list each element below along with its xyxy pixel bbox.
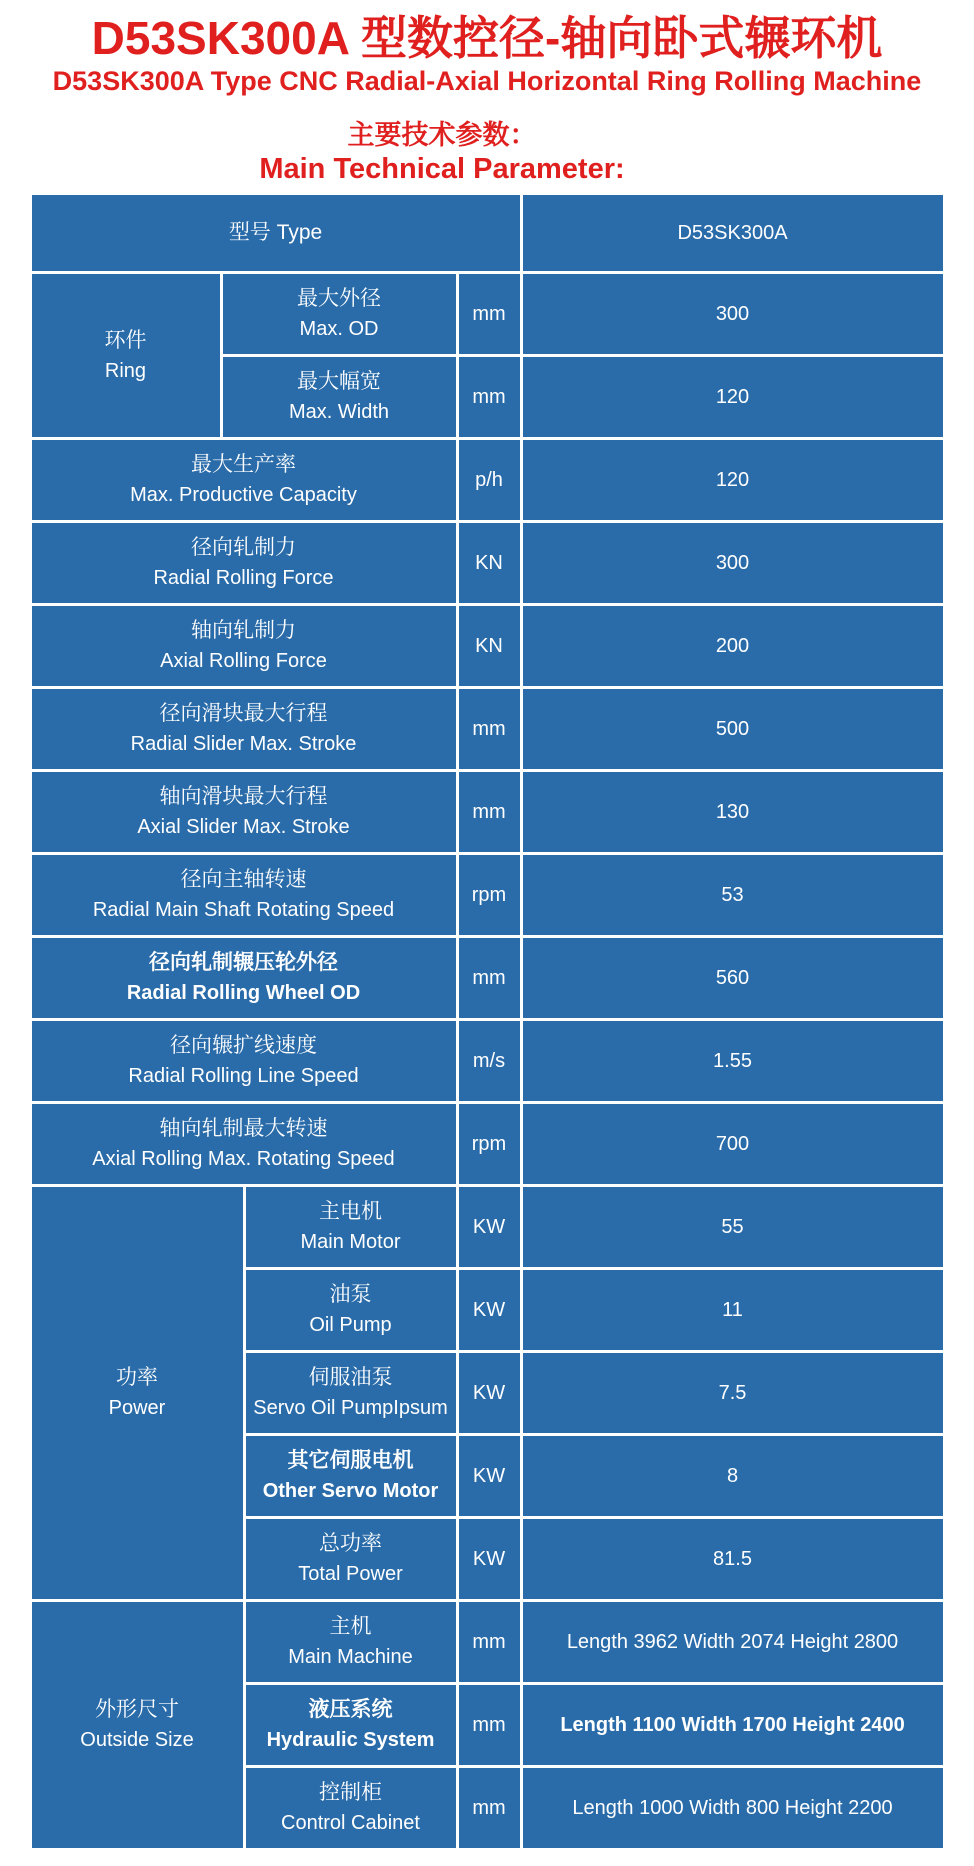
- param-name-cn: 轴向滑块最大行程: [159, 785, 328, 808]
- row-axial-rolling-force: [32, 606, 943, 686]
- param-value: 120: [715, 385, 750, 408]
- param-name-en: Max. Width: [288, 401, 390, 423]
- param-value: 200: [715, 634, 750, 657]
- group-name-cn: 功率: [116, 1366, 158, 1389]
- param-name-cell: [246, 1187, 456, 1267]
- unit-cell: [459, 1270, 520, 1350]
- section-ring: [32, 274, 943, 437]
- value-cell: [523, 357, 943, 437]
- param-unit: rpm: [471, 883, 507, 906]
- group-name-en: Power: [108, 1397, 166, 1419]
- value-cell: [523, 1021, 943, 1101]
- section-heading-cn: 主要技术参数：: [347, 120, 537, 150]
- value-cell: [523, 606, 943, 686]
- title-cn: D53SK300A 型数控径-轴向卧式辗环机: [91, 12, 883, 64]
- row-max-width: [223, 357, 943, 437]
- unit-cell: [459, 1436, 520, 1516]
- row-axial-rolling-max-rotating-speed: [32, 1104, 943, 1184]
- section-heading-en: Main Technical Parameter:: [259, 153, 625, 185]
- unit-cell: [459, 1602, 520, 1682]
- param-value: Length 1000 Width 800 Height 2200: [572, 1796, 893, 1819]
- param-unit: mm: [472, 966, 506, 989]
- row-max-od: [223, 274, 943, 354]
- row-main-machine: [246, 1602, 943, 1682]
- param-name-en: Total Power: [298, 1563, 403, 1585]
- param-name-en: Radial Rolling Force: [153, 567, 334, 589]
- param-name-cell: [32, 1104, 456, 1184]
- value-cell: [523, 1104, 943, 1184]
- param-name-cn: 径向辗扩线速度: [170, 1034, 317, 1057]
- row-radial-rolling-line-speed: [32, 1021, 943, 1101]
- param-name-en: Max. Productive Capacity: [130, 484, 357, 506]
- param-name-cell: [32, 938, 456, 1018]
- param-value: 53: [721, 883, 744, 906]
- param-name-cn: 总功率: [319, 1532, 382, 1555]
- param-value: 8: [726, 1464, 739, 1487]
- param-name-cn: 径向轧制辗压轮外径: [149, 951, 338, 974]
- param-value: 700: [715, 1132, 750, 1155]
- param-unit: KW: [472, 1381, 506, 1404]
- param-unit: KW: [472, 1215, 506, 1238]
- param-value: 300: [715, 551, 750, 574]
- value-cell: [523, 1685, 943, 1765]
- row-radial-main-shaft-rotating-speed: [32, 855, 943, 935]
- param-name-en: Main Machine: [288, 1646, 413, 1668]
- group-name-en: Outside Size: [80, 1729, 194, 1751]
- title-en: D53SK300A Type CNC Radial-Axial Horizontal Ring Rolling Machine: [52, 66, 922, 96]
- param-unit: KN: [475, 634, 503, 657]
- param-name-cell: [246, 1768, 456, 1848]
- param-name-cn: 径向主轴转速: [180, 868, 307, 891]
- row-total-power: [246, 1519, 943, 1599]
- param-name-cn: 伺服油泵: [308, 1366, 393, 1389]
- section-outside-size: [32, 1602, 943, 1848]
- param-name-en: Oil Pump: [309, 1314, 392, 1336]
- value-cell: [523, 855, 943, 935]
- unit-cell: [459, 440, 520, 520]
- value-cell: [523, 440, 943, 520]
- unit-cell: [459, 1519, 520, 1599]
- param-value: 81.5: [713, 1547, 752, 1570]
- row-oil-pump: [246, 1270, 943, 1350]
- param-name-en: Axial Slider Max. Stroke: [137, 816, 350, 838]
- param-unit: KW: [472, 1464, 506, 1487]
- value-cell: [523, 1768, 943, 1848]
- param-unit: KW: [472, 1547, 506, 1570]
- unit-cell: [459, 772, 520, 852]
- param-name-en: Radial Main Shaft Rotating Speed: [92, 899, 395, 921]
- param-name: 型号 Type: [228, 221, 323, 244]
- param-unit: KN: [475, 551, 503, 574]
- unit-cell: [459, 938, 520, 1018]
- param-name-cn: 油泵: [329, 1283, 372, 1306]
- group-cell: [32, 1602, 243, 1848]
- param-name-cell: [32, 772, 456, 852]
- param-name-cell: [246, 1685, 456, 1765]
- param-name-en: Radial Rolling Line Speed: [128, 1065, 359, 1087]
- param-unit: m/s: [472, 1049, 506, 1072]
- row-control-cabinet: [246, 1768, 943, 1848]
- group-cell: [32, 274, 220, 437]
- param-name-en: Main Motor: [300, 1231, 401, 1253]
- section-power: [32, 1187, 943, 1599]
- param-value: 300: [715, 302, 750, 325]
- row-hydraulic-system: [246, 1685, 943, 1765]
- row-main-motor: [246, 1187, 943, 1267]
- value-cell: [523, 1602, 943, 1682]
- group-name-en: Ring: [104, 359, 147, 382]
- param-unit: mm: [472, 1713, 506, 1736]
- unit-cell: [459, 274, 520, 354]
- spec-table: [32, 195, 943, 1848]
- param-name-cn: 液压系统: [308, 1698, 393, 1721]
- param-unit: mm: [472, 1796, 506, 1819]
- param-name-cell: [32, 689, 456, 769]
- group-name-cn: 环件: [104, 328, 147, 352]
- unit-cell: [459, 357, 520, 437]
- value-cell: [523, 938, 943, 1018]
- value-cell: [523, 772, 943, 852]
- value-cell: [523, 689, 943, 769]
- unit-cell: [459, 1768, 520, 1848]
- row-max-productive-capacity: [32, 440, 943, 520]
- row-radial-rolling-wheel-od: [32, 938, 943, 1018]
- param-name-en: Axial Rolling Max. Rotating Speed: [92, 1148, 395, 1170]
- unit-cell: [459, 689, 520, 769]
- param-value: 120: [715, 468, 750, 491]
- param-name-en: Axial Rolling Force: [160, 650, 327, 672]
- unit-cell: [459, 1104, 520, 1184]
- param-unit: mm: [472, 385, 506, 408]
- param-name-cell: [246, 1519, 456, 1599]
- param-value: 11: [722, 1298, 743, 1321]
- param-name-cell: [32, 523, 456, 603]
- param-value: 55: [721, 1215, 744, 1238]
- param-name-cell: [32, 606, 456, 686]
- param-name-en: Control Cabinet: [281, 1812, 420, 1834]
- row-radial-slider-max-stroke: [32, 689, 943, 769]
- value-cell: [523, 1436, 943, 1516]
- param-unit: mm: [472, 302, 506, 325]
- param-name-en: Other Servo Motor: [262, 1480, 439, 1502]
- param-name-cell: [246, 1602, 456, 1682]
- unit-cell: [459, 1685, 520, 1765]
- param-name-cn: 最大外径: [297, 287, 381, 310]
- row-model-type: [32, 195, 943, 271]
- param-name-cn: 轴向轧制力: [191, 619, 296, 642]
- value-cell: [523, 1353, 943, 1433]
- param-name-cn: 主机: [329, 1615, 372, 1638]
- unit-cell: [459, 1353, 520, 1433]
- param-name-cell: [32, 195, 520, 271]
- param-value: 7.5: [718, 1381, 747, 1404]
- param-name-cell: [32, 440, 456, 520]
- param-name-cell: [32, 855, 456, 935]
- value-cell: [523, 195, 943, 271]
- param-name-cn: 径向轧制力: [191, 536, 296, 559]
- param-name-cn: 轴向轧制最大转速: [159, 1117, 328, 1140]
- param-name-cell: [223, 357, 456, 437]
- group-name-cn: 外形尺寸: [95, 1698, 179, 1721]
- value-cell: [523, 1187, 943, 1267]
- group-cell: [32, 1187, 243, 1599]
- header: [0, 0, 974, 186]
- param-unit: p/h: [475, 468, 503, 491]
- param-name-en: Radial Rolling Wheel OD: [126, 982, 361, 1004]
- unit-cell: [459, 523, 520, 603]
- param-name-cn: 最大生产率: [191, 453, 296, 476]
- param-value: D53SK300A: [677, 221, 788, 244]
- param-name-cn: 径向滑块最大行程: [159, 702, 328, 725]
- param-name-cell: [246, 1436, 456, 1516]
- param-value: 500: [715, 717, 750, 740]
- row-other-servo-motor: [246, 1436, 943, 1516]
- param-value: 560: [715, 966, 750, 989]
- param-unit: rpm: [471, 1132, 507, 1155]
- row-axial-slider-max-stroke: [32, 772, 943, 852]
- value-cell: [523, 1270, 943, 1350]
- param-name-cn: 控制柜: [319, 1781, 382, 1804]
- section-heading: [0, 118, 929, 186]
- param-unit: mm: [472, 1630, 506, 1653]
- param-value: Length 1100 Width 1700 Height 2400: [560, 1713, 905, 1736]
- value-cell: [523, 1519, 943, 1599]
- unit-cell: [459, 606, 520, 686]
- param-name-en: Radial Slider Max. Stroke: [130, 733, 357, 755]
- row-radial-rolling-force: [32, 523, 943, 603]
- param-unit: KW: [472, 1298, 506, 1321]
- param-unit: mm: [472, 800, 506, 823]
- param-unit: mm: [472, 717, 506, 740]
- param-value: 1.55: [713, 1049, 752, 1072]
- param-name-cn: 最大幅宽: [297, 370, 381, 393]
- param-value: Length 3962 Width 2074 Height 2800: [566, 1630, 899, 1653]
- param-name-cn: 主电机: [319, 1200, 382, 1223]
- param-name-cn: 其它伺服电机: [287, 1449, 414, 1472]
- unit-cell: [459, 1021, 520, 1101]
- row-servo-oil-pump: [246, 1353, 943, 1433]
- unit-cell: [459, 855, 520, 935]
- param-name-en: Hydraulic System: [266, 1729, 435, 1751]
- unit-cell: [459, 1187, 520, 1267]
- value-cell: [523, 523, 943, 603]
- param-name-cell: [223, 274, 456, 354]
- param-value: 130: [715, 800, 750, 823]
- param-name-cell: [32, 1021, 456, 1101]
- value-cell: [523, 274, 943, 354]
- param-name-en: Max. OD: [299, 318, 379, 340]
- param-name-cell: [246, 1270, 456, 1350]
- param-name-cell: [246, 1353, 456, 1433]
- param-name-en: Servo Oil PumpIpsum: [253, 1397, 448, 1419]
